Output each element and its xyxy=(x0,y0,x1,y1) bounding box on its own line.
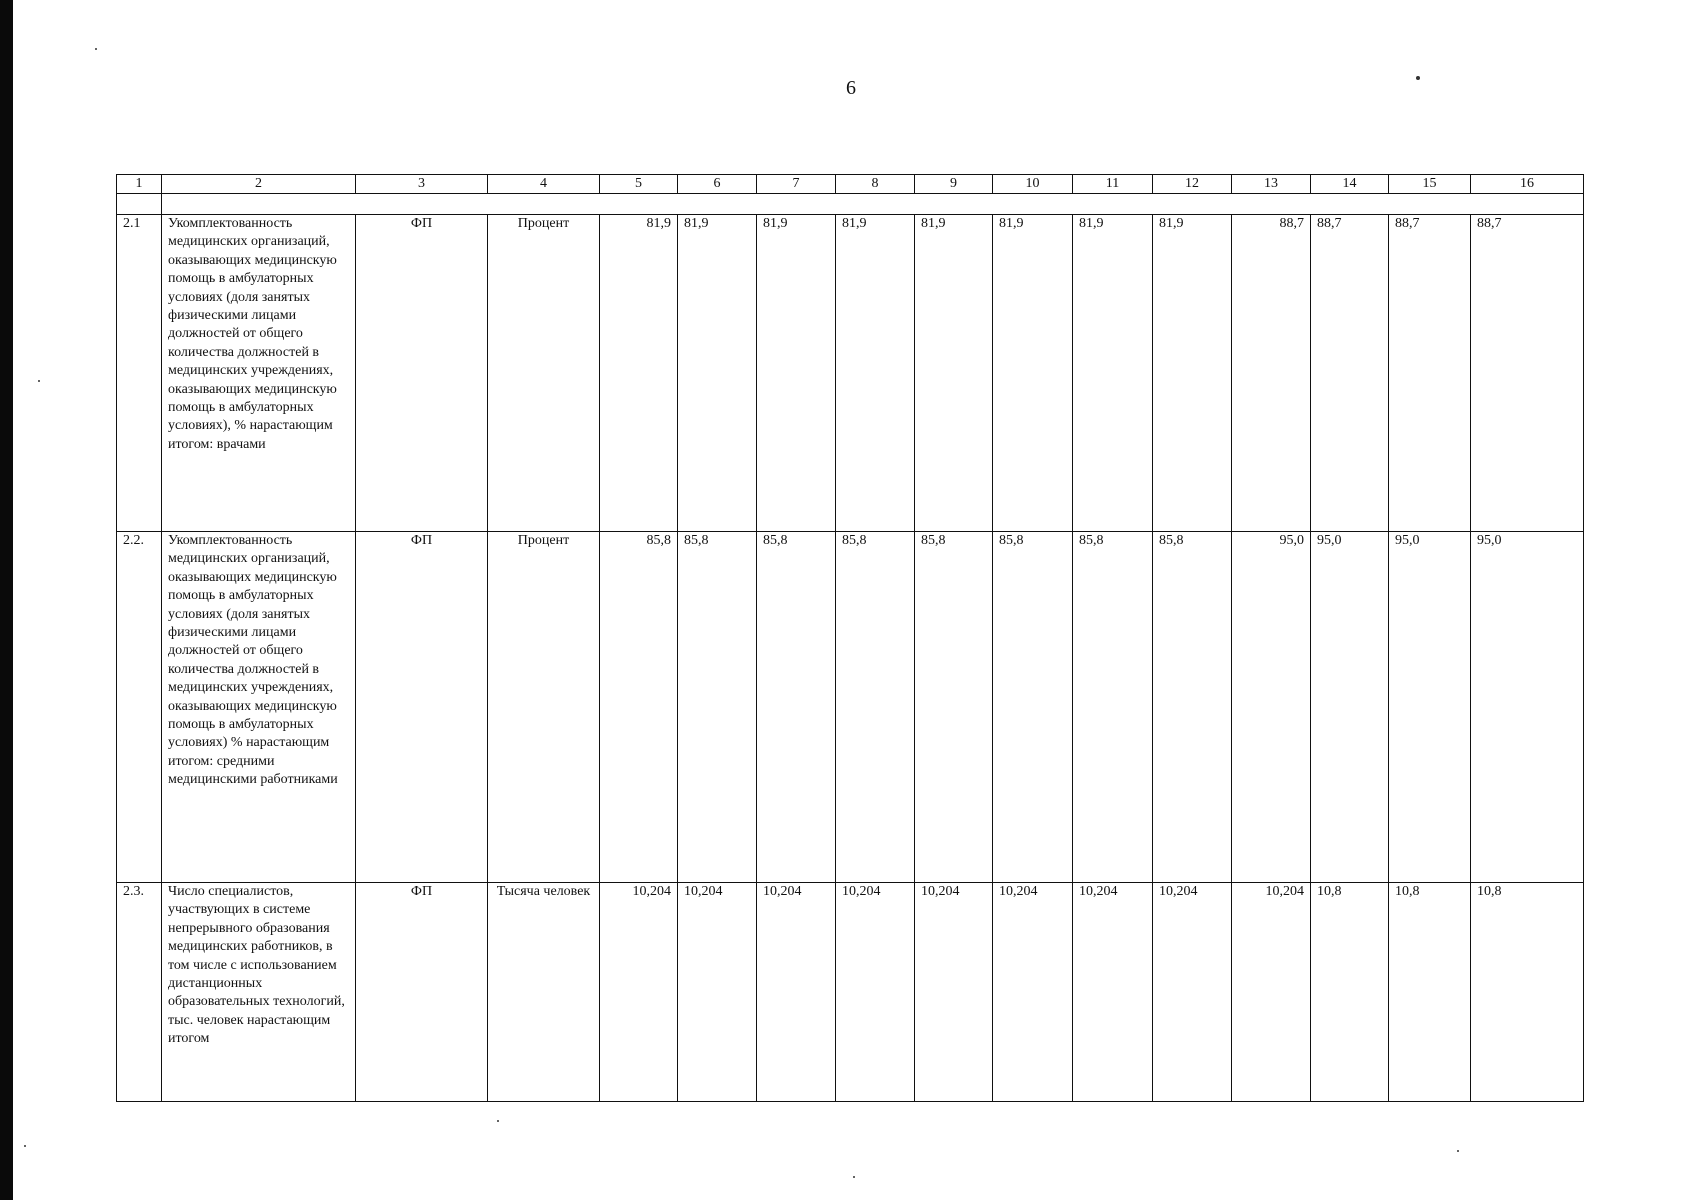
value-cell: 10,204 xyxy=(600,883,678,1102)
value-cell: 85,8 xyxy=(600,532,678,883)
table-row xyxy=(117,883,1584,1102)
value-cell: 81,9 xyxy=(757,215,836,532)
value-cell: 85,8 xyxy=(1073,532,1153,883)
header-cell: 13 xyxy=(1232,175,1311,194)
value-cell: 95,0 xyxy=(1471,532,1584,883)
header-cell: 14 xyxy=(1311,175,1389,194)
value-cell: 10,204 xyxy=(678,883,757,1102)
value-cell: 85,8 xyxy=(915,532,993,883)
value-cell: 81,9 xyxy=(1073,215,1153,532)
indicator-unit: Процент xyxy=(488,215,600,532)
indicator-name: Укомплектованность медицинских организаций, оказывающих медицинскую помощь в амбулаторных условиях (доля занятых физическими лицами должностей от общего количества должностей в медицинских учреждениях, оказывающих медицинскую помощь в амбулаторных условиях), % нарастающим итогом: врачами xyxy=(162,215,356,532)
value-cell: 85,8 xyxy=(757,532,836,883)
header-cell: 3 xyxy=(356,175,488,194)
value-cell: 10,204 xyxy=(1153,883,1232,1102)
header-cell: 1 xyxy=(117,175,162,194)
header-cell: 10 xyxy=(993,175,1073,194)
value-cell: 10,8 xyxy=(1311,883,1389,1102)
header-cell: 15 xyxy=(1389,175,1471,194)
header-cell: 8 xyxy=(836,175,915,194)
indicator-unit: Тысяча человек xyxy=(488,883,600,1102)
value-cell: 85,8 xyxy=(993,532,1073,883)
indicator-source: ФП xyxy=(356,532,488,883)
row-number: 2.1 xyxy=(117,215,162,532)
value-cell: 81,9 xyxy=(915,215,993,532)
value-cell: 81,9 xyxy=(600,215,678,532)
section-row xyxy=(117,194,1584,215)
value-cell: 85,8 xyxy=(1153,532,1232,883)
value-cell: 81,9 xyxy=(993,215,1073,532)
value-cell: 10,204 xyxy=(1073,883,1153,1102)
value-cell: 10,204 xyxy=(1232,883,1311,1102)
value-cell: 10,204 xyxy=(757,883,836,1102)
header-cell: 6 xyxy=(678,175,757,194)
page-number: 6 xyxy=(846,77,856,99)
row-number: 2.3. xyxy=(117,883,162,1102)
scan-speck xyxy=(38,380,40,382)
scan-speck xyxy=(95,48,97,50)
indicator-source: ФП xyxy=(356,215,488,532)
header-row xyxy=(117,175,1584,194)
header-cell: 11 xyxy=(1073,175,1153,194)
value-cell: 88,7 xyxy=(1311,215,1389,532)
row-number: 2.2. xyxy=(117,532,162,883)
value-cell: 88,7 xyxy=(1389,215,1471,532)
header-cell: 16 xyxy=(1471,175,1584,194)
value-cell: 10,8 xyxy=(1389,883,1471,1102)
indicator-name: Число специалистов, участвующих в системе непрерывного образования медицинских работников, в том числе с использованием дистанционных образовательных технологий, тыс. человек нарастающим итогом xyxy=(162,883,356,1102)
value-cell: 85,8 xyxy=(836,532,915,883)
header-cell: 7 xyxy=(757,175,836,194)
indicator-unit: Процент xyxy=(488,532,600,883)
header-cell: 9 xyxy=(915,175,993,194)
value-cell: 10,204 xyxy=(993,883,1073,1102)
scan-speck xyxy=(853,1176,855,1178)
indicator-name: Укомплектованность медицинских организаций, оказывающих медицинскую помощь в амбулаторных условиях (доля занятых физическими лицами должностей от общего количества должностей в медицинских учреждениях, оказывающих медицинскую помощь в амбулаторных условиях) % нарастающим итогом: средними медицинскими работниками xyxy=(162,532,356,883)
table-row xyxy=(117,215,1584,532)
section-title-cell xyxy=(162,194,1584,215)
table-row xyxy=(117,532,1584,883)
value-cell: 85,8 xyxy=(678,532,757,883)
value-cell: 95,0 xyxy=(1311,532,1389,883)
value-cell: 81,9 xyxy=(836,215,915,532)
value-cell: 81,9 xyxy=(1153,215,1232,532)
scan-speck xyxy=(497,1120,499,1122)
scan-edge xyxy=(0,0,13,1200)
header-cell: 2 xyxy=(162,175,356,194)
scan-speck xyxy=(24,1145,26,1147)
section-empty-cell xyxy=(117,194,162,215)
value-cell: 95,0 xyxy=(1389,532,1471,883)
value-cell: 10,204 xyxy=(836,883,915,1102)
value-cell: 81,9 xyxy=(678,215,757,532)
indicators-table xyxy=(116,174,1584,1102)
header-cell: 5 xyxy=(600,175,678,194)
scan-speck xyxy=(1416,76,1420,80)
value-cell: 95,0 xyxy=(1232,532,1311,883)
header-cell: 12 xyxy=(1153,175,1232,194)
indicator-source: ФП xyxy=(356,883,488,1102)
header-cell: 4 xyxy=(488,175,600,194)
scan-speck xyxy=(1457,1150,1459,1152)
value-cell: 88,7 xyxy=(1232,215,1311,532)
value-cell: 10,8 xyxy=(1471,883,1584,1102)
value-cell: 10,204 xyxy=(915,883,993,1102)
value-cell: 88,7 xyxy=(1471,215,1584,532)
